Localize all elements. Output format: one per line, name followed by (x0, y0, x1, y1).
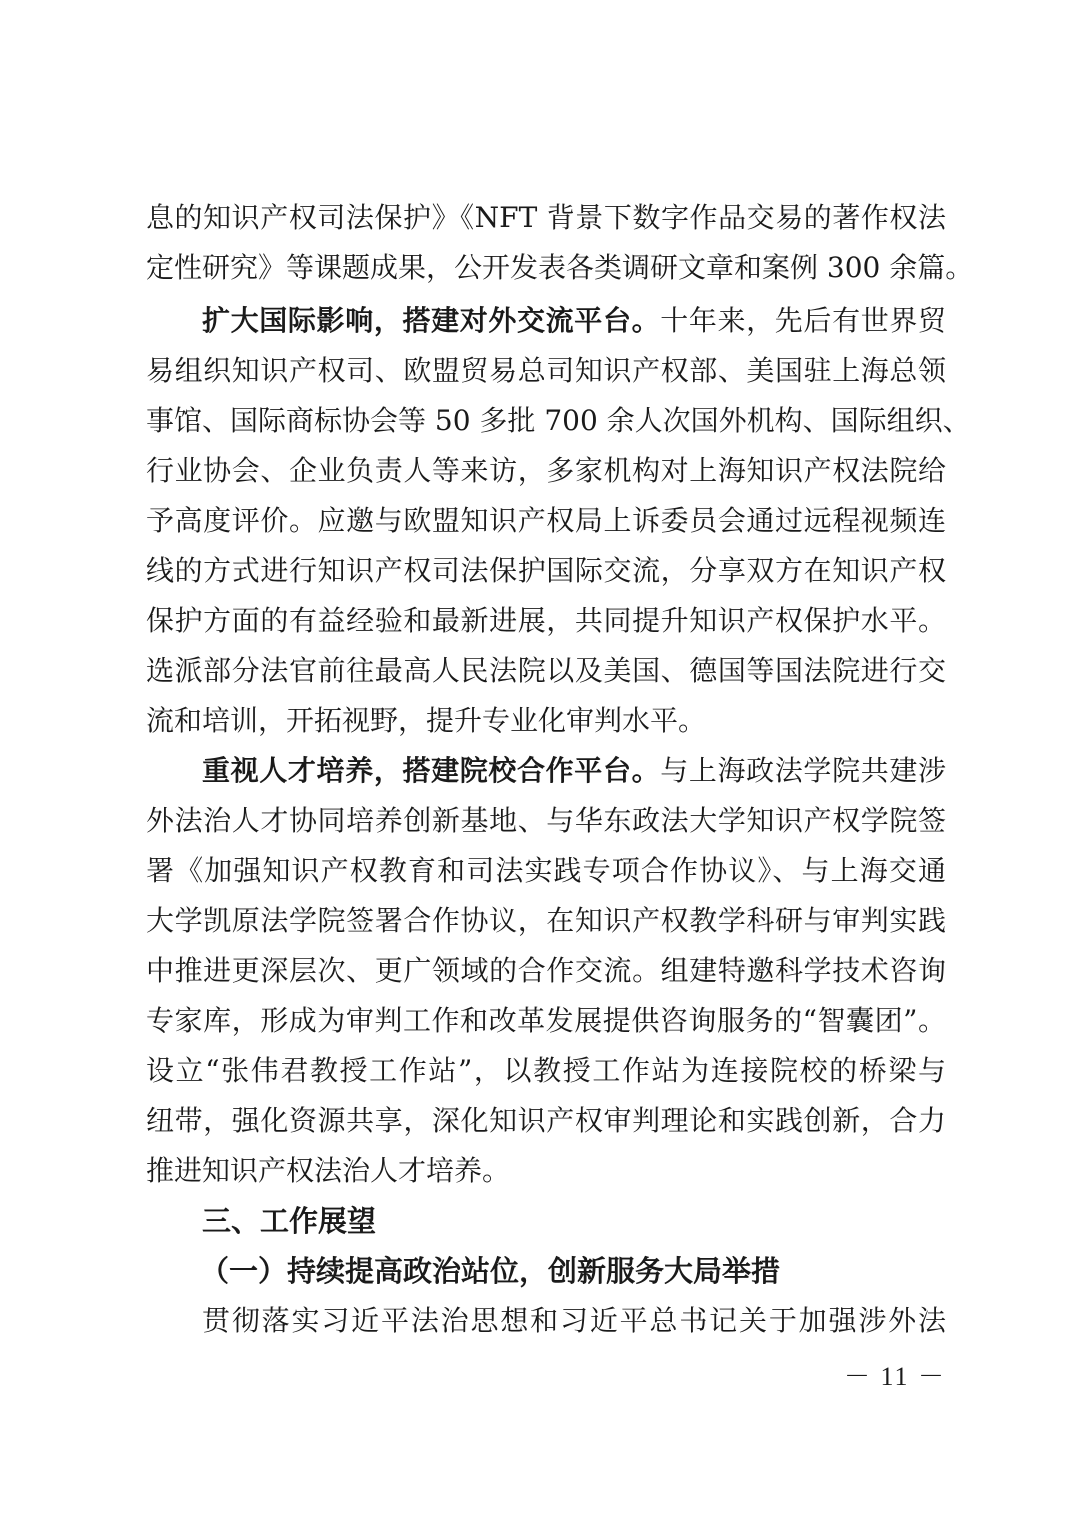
paragraph-2-line-5: 予高度评价。应邀与欧盟知识产权局上诉委员会通过远程视频连 (146, 504, 946, 537)
paragraph-1-line-1: 息的知识产权司法保护》《NFT 背景下数字作品交易的著作权法 (146, 201, 946, 234)
section-heading: 三、工作展望 (202, 1204, 377, 1238)
paragraph-3-line-2: 外法治人才协同培养创新基地、与华东政法大学知识产权学院签 (146, 804, 946, 837)
paragraph-2-line-7: 保护方面的有益经验和最新进展，共同提升知识产权保护水平。 (146, 604, 946, 637)
page-number: － 11 － (843, 1362, 946, 1391)
paragraph-2-line-4: 行业协会、企业负责人等来访，多家机构对上海知识产权法院给 (146, 454, 946, 487)
subsection-heading: （一）持续提高政治站位，创新服务大局举措 (200, 1254, 781, 1288)
paragraph-1-line-2: 定性研究》等课题成果，公开发表各类调研文章和案例 300 余篇。 (146, 251, 974, 284)
paragraph-3-first-line-rest: 与上海政法学院共建涉 (660, 754, 946, 787)
paragraph-2-line-6: 线的方式进行知识产权司法保护国际交流，分享双方在知识产权 (146, 554, 946, 587)
paragraph-3-lead: 重视人才培养，搭建院校合作平台。 (202, 754, 661, 787)
paragraph-3-line-4: 大学凯原法学院签署合作协议，在知识产权教学科研与审判实践 (146, 904, 946, 937)
paragraph-3-line-7: 设立“张伟君教授工作站”，以教授工作站为连接院校的桥梁与 (146, 1054, 946, 1087)
paragraph-2-line-1 (202, 296, 946, 346)
paragraph-2-first-line-rest: 十年来，先后有世界贸 (660, 304, 946, 337)
paragraph-3-line-3: 署《加强知识产权教育和司法实践专项合作协议》、与上海交通 (146, 854, 946, 887)
paragraph-3-line-8: 纽带，强化资源共享，深化知识产权审判理论和实践创新，合力 (146, 1104, 946, 1137)
paragraph-2-lead: 扩大国际影响，搭建对外交流平台。 (202, 304, 661, 337)
paragraph-3-line-9: 推进知识产权法治人才培养。 (146, 1154, 511, 1187)
paragraph-2-line-3: 事馆、国际商标协会等 50 多批 700 余人次国外机构、国际组织、 (146, 404, 971, 437)
paragraph-2-line-8: 选派部分法官前往最高人民法院以及美国、德国等国法院进行交 (146, 654, 946, 687)
paragraph-2-line-2: 易组织知识产权司、欧盟贸易总司知识产权部、美国驻上海总领 (146, 354, 946, 387)
paragraph-3-line-5: 中推进更深层次、更广领域的合作交流。组建特邀科学技术咨询 (146, 954, 946, 987)
paragraph-4-line-1: 贯彻落实习近平法治思想和习近平总书记关于加强涉外法 (202, 1304, 946, 1337)
paragraph-3-line-6: 专家库，形成为审判工作和改革发展提供咨询服务的“智囊团”。 (146, 1004, 946, 1037)
paragraph-3-line-1 (202, 746, 946, 796)
paragraph-2-line-9: 流和培训，开拓视野，提升专业化审判水平。 (146, 704, 707, 737)
